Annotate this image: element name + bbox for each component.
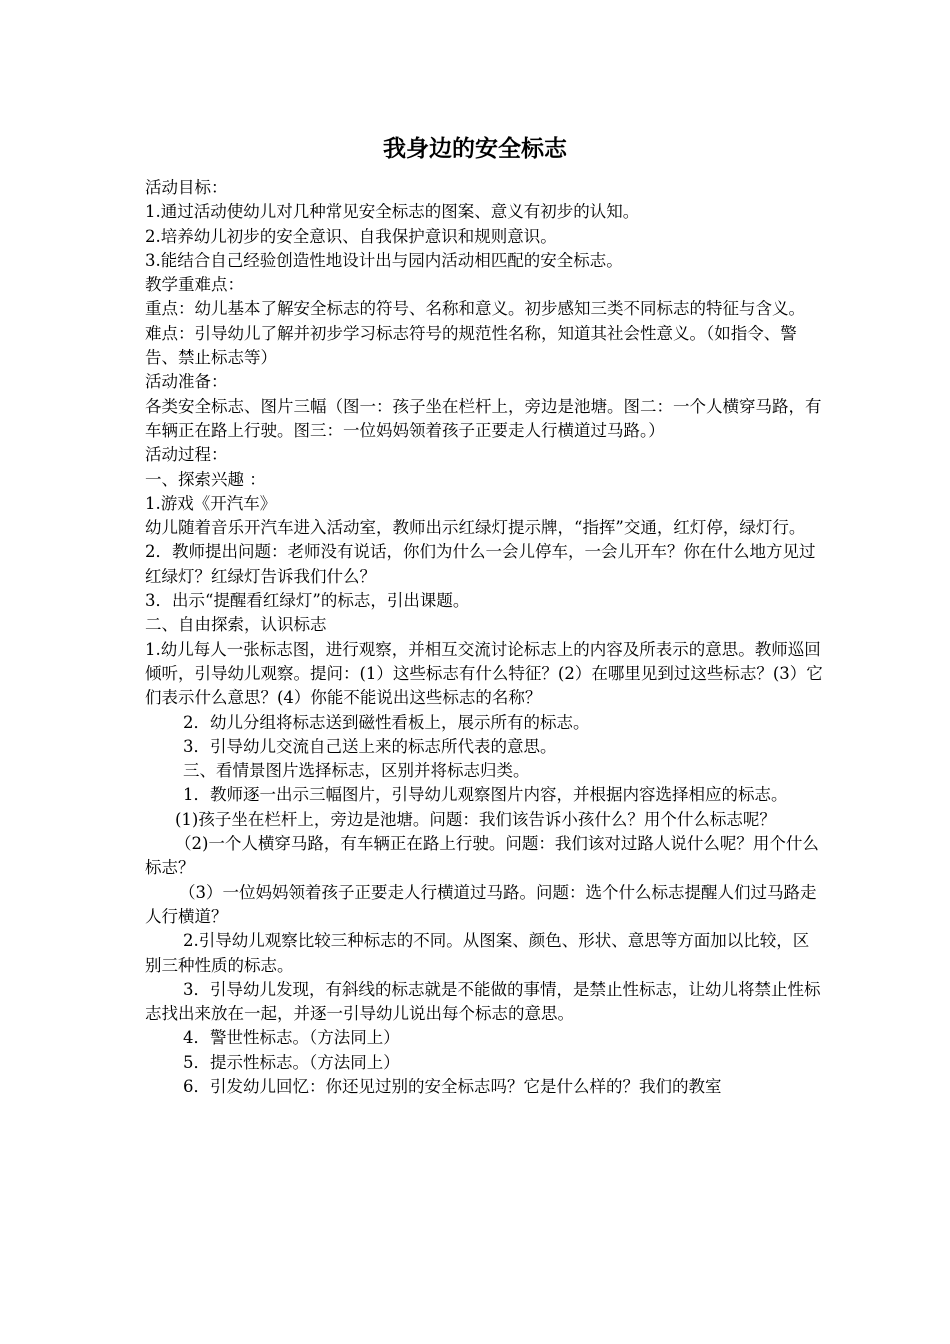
section-heading-preparation: 活动准备： [145,372,228,392]
document-body [145,176,825,1099]
difficulty-paragraph: 难点：引导幼儿了解并初步学习标志符号的规范性名称，知道其社会性意义。（如指令、警告、禁止标志等） [145,323,797,368]
step-paragraph: 3．引导幼儿发现，有斜线的标志就是不能做的事情，是禁止性标志，让幼儿将禁止性标志找出来放在一起，并逐一引导幼儿说出每个标志的意思。 [145,979,821,1024]
section-heading-process: 活动过程： [145,445,228,465]
step-paragraph: 4．警世性标志。（方法同上） [183,1028,400,1048]
step-paragraph: 5．提示性标志。（方法同上） [183,1052,400,1072]
section-heading-key-points: 教学重难点： [145,275,244,295]
step-paragraph: 2．幼儿分组将标志送到磁性看板上，展示所有的标志。 [183,712,590,732]
step-paragraph: 2．教师提出问题：老师没有说话，你们为什么一会儿停车，一会儿开车？你在什么地方见过红绿灯？红绿灯告诉我们什么？ [145,542,816,586]
scenario-item: (1)孩子坐在栏杆上，旁边是池塘。问题：我们该告诉小孩什么？用个什么标志呢？ [175,809,776,829]
step-paragraph: 1.幼儿每人一张标志图，进行观察，并相互交流讨论标志上的内容及所表示的意思。教师巡回倾听，引导幼儿观察。提问：(1）这些标志有什么特征？(2）在哪里见到过这些标志？(3）它们表示什么意思？(4）你能不能说出这些标志的名称？ [145,639,823,708]
step-paragraph: 1.游戏《开汽车》 [145,493,277,513]
goal-item: 1.通过活动使幼儿对几种常见安全标志的图案、意义有初步的认知。 [145,202,640,222]
scenario-item: （3）一位妈妈领着孩子正要走人行横道过马路。问题：选个什么标志提醒人们过马路走人行横道？ [145,882,817,926]
preparation-paragraph: 各类安全标志、图片三幅（图一：孩子坐在栏杆上，旁边是池塘。图二：一个人横穿马路，有车辆正在路上行驶。图三：一位妈妈领着孩子正要走人行横道过马路。） [145,396,822,440]
goal-item: 3.能结合自己经验创造性地设计出与园内活动相匹配的安全标志。 [145,250,623,270]
step-paragraph: 6．引发幼儿回忆：你还见过别的安全标志吗？它是什么样的？我们的教室 [183,1076,722,1096]
goal-item: 2.培养幼儿初步的安全意识、自我保护意识和规则意识。 [145,226,557,246]
document-title: 我身边的安全标志 [383,136,567,162]
step-heading: 二、自由探索，认识标志 [145,615,327,635]
step-heading: 三、看情景图片选择标志，区别并将标志归类。 [183,761,530,781]
section-heading-goals: 活动目标： [145,178,228,197]
scenario-item: （2)一个人横穿马路，有车辆正在路上行驶。问题：我们该对过路人说什么呢？用个什么标志？ [145,834,819,878]
step-paragraph: 2.引导幼儿观察比较三种标志的不同。从图案、颜色、形状、意思等方面加以比较，区别三种性质的标志。 [145,931,810,975]
step-paragraph: 3．出示“提醒看红绿灯”的标志，引出课题。 [145,591,470,611]
step-paragraph: 3．引导幼儿交流自己送上来的标志所代表的意思。 [183,736,557,756]
step-paragraph: 幼儿随着音乐开汽车进入活动室，教师出示红绿灯提示牌，“指挥”交通，红灯停，绿灯行。 [145,518,806,538]
step-heading: 一、探索兴趣 ： [145,469,266,489]
key-point-paragraph: 重点：幼儿基本了解安全标志的符号、名称和意义。初步感知三类不同标志的特征与含义。 [145,299,805,319]
step-paragraph: 1．教师逐一出示三幅图片，引导幼儿观察图片内容，并根据内容选择相应的标志。 [183,785,788,805]
